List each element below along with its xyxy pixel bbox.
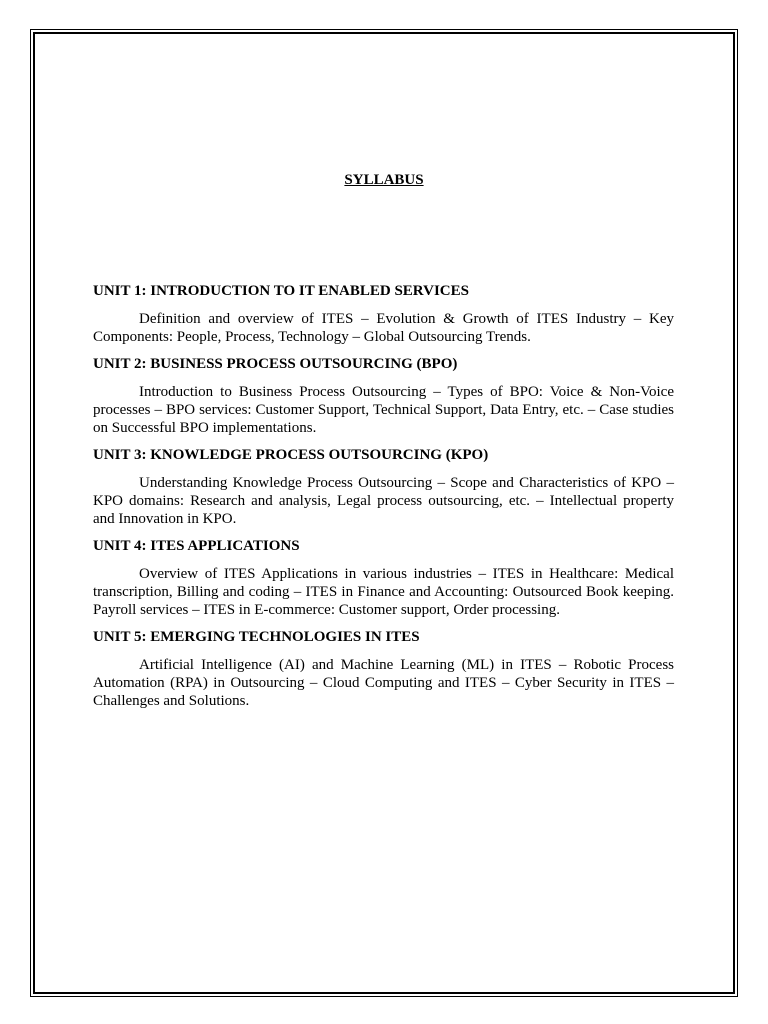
unit-2-heading: UNIT 2: BUSINESS PROCESS OUTSOURCING (BPO)	[93, 356, 458, 372]
unit-3-description: Understanding Knowledge Process Outsourcing – Scope and Characteristics of KPO – KPO domains: Research and analysis, Legal process outsourcing, etc. – Intellectual property and Innovation in KPO.	[93, 475, 674, 527]
unit-3	[93, 446, 674, 528]
unit-2	[93, 355, 674, 437]
page-title: SYLLABUS	[344, 172, 424, 188]
unit-1-heading: UNIT 1: INTRODUCTION TO IT ENABLED SERVICES	[93, 283, 469, 299]
unit-5	[93, 628, 674, 710]
unit-5-description: Artificial Intelligence (AI) and Machine Learning (ML) in ITES – Robotic Process Automation (RPA) in Outsourcing – Cloud Computing and ITES – Cyber Security in ITES – Challenges and Solutions.	[93, 657, 674, 709]
unit-4-description: Overview of ITES Applications in various industries – ITES in Healthcare: Medical transcription, Billing and coding – ITES in Finance and Accounting: Outsourced Book keeping. Payroll services – ITES in E-commerce: Customer support, Order processing.	[93, 566, 674, 618]
unit-4	[93, 537, 674, 619]
unit-1	[93, 282, 674, 346]
syllabus-content	[93, 282, 674, 719]
unit-4-heading: UNIT 4: ITES APPLICATIONS	[93, 538, 300, 554]
unit-3-heading: UNIT 3: KNOWLEDGE PROCESS OUTSOURCING (KPO)	[93, 447, 489, 463]
unit-2-description: Introduction to Business Process Outsourcing – Types of BPO: Voice & Non-Voice processes – BPO services: Customer Support, Technical Support, Data Entry, etc. – Case studies on Successful BPO implementations.	[93, 384, 674, 436]
unit-5-heading: UNIT 5: EMERGING TECHNOLOGIES IN ITES	[93, 629, 420, 645]
unit-1-description: Definition and overview of ITES – Evolution & Growth of ITES Industry – Key Components: People, Process, Technology – Global Outsourcing Trends.	[93, 311, 674, 345]
